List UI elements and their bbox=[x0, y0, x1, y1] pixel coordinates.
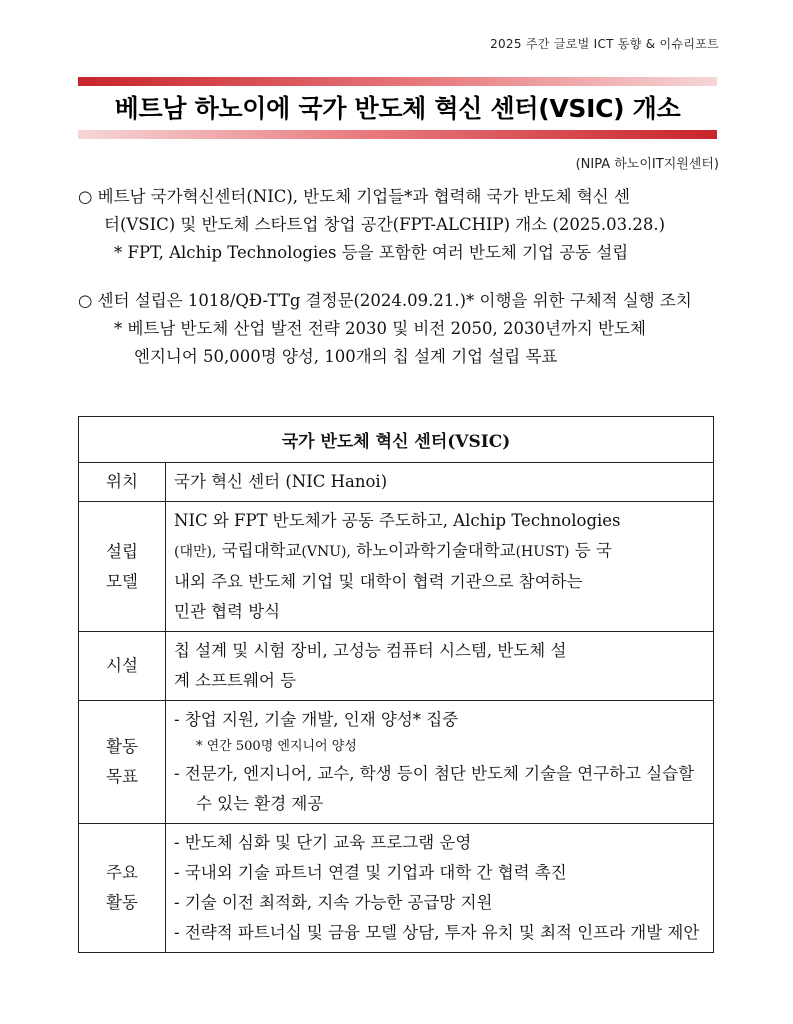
model-line3: 내외 주요 반도체 기업 및 대학이 협력 기관으로 참여하는 bbox=[174, 572, 583, 591]
table-header: 국가 반도체 혁신 센터(VSIC) bbox=[79, 417, 714, 463]
bullet-1-text bbox=[78, 183, 718, 211]
goals-item-1: - 창업 지원, 기술 개발, 인재 양성* 집중 bbox=[174, 710, 459, 729]
row-label-location: 위치 bbox=[79, 463, 166, 502]
activity-item-1: - 반도체 심화 및 단기 교육 프로그램 운영 bbox=[174, 833, 472, 852]
table-row-facility bbox=[79, 632, 714, 701]
row-label-activities-2: 활동 bbox=[106, 893, 138, 912]
model-line4: 민관 협력 방식 bbox=[174, 602, 281, 621]
vsic-info-table bbox=[78, 416, 714, 953]
table-row-activities bbox=[79, 824, 714, 953]
row-label-activities-1: 주요 bbox=[106, 863, 138, 882]
report-series-tag: 2025 주간 글로벌 ICT 동향 & 이슈리포트 bbox=[490, 37, 719, 51]
facility-line1: 칩 설계 및 시험 장비, 고성능 컴퓨터 시스템, 반도체 설 bbox=[174, 641, 567, 660]
summary-bullets bbox=[78, 183, 718, 371]
row-value-goals bbox=[166, 701, 714, 824]
activity-item-4: - 전략적 파트너십 및 금융 모델 상담, 투자 유치 및 최적 인프라 개발 제안 bbox=[174, 923, 700, 942]
bullet-2-note1: * 베트남 반도체 산업 발전 전략 2030 및 비전 2050, 2030년까지 반도체 bbox=[114, 319, 646, 338]
goals-item-1-note: * 연간 500명 엔지니어 양성 bbox=[196, 739, 357, 754]
title-bottom-rule bbox=[78, 130, 717, 139]
model-vnu-abbr: (VNU), bbox=[301, 544, 351, 560]
table-row-goals bbox=[79, 701, 714, 824]
bullet-1-line2: 터(VSIC) 및 반도체 스타트업 창업 공간(FPT-ALCHIP) 개소 (2025.03.28.) bbox=[104, 215, 666, 234]
page-title: 베트남 하노이에 국가 반도체 혁신 센터(VSIC) 개소 bbox=[114, 94, 681, 123]
activity-item-3: - 기술 이전 최적화, 지속 가능한 공급망 지원 bbox=[174, 893, 493, 912]
model-line2-end: 등 국 bbox=[574, 541, 612, 560]
row-label-model-2: 모델 bbox=[106, 571, 138, 591]
row-value-model bbox=[166, 502, 714, 632]
bullet-1 bbox=[78, 183, 718, 267]
row-label-goals-2: 목표 bbox=[106, 767, 138, 786]
row-label-activities bbox=[79, 824, 166, 953]
activity-item-2: - 국내외 기술 파트너 연결 및 기업과 대학 간 협력 촉진 bbox=[174, 863, 567, 882]
model-vnu-name: 국립대학교 bbox=[221, 541, 302, 560]
title-top-rule bbox=[78, 77, 717, 86]
bullet-1-note: * FPT, Alchip Technologies 등을 포함한 여러 반도체 기업 공동 설립 bbox=[114, 243, 629, 262]
table-row-model bbox=[79, 502, 714, 632]
bullet-2-text bbox=[78, 287, 718, 315]
row-label-model bbox=[79, 502, 166, 632]
facility-line2: 계 소프트웨어 등 bbox=[174, 671, 297, 690]
row-value-facility bbox=[166, 632, 714, 701]
row-value-activities bbox=[166, 824, 714, 953]
source-credit: (NIPA 하노이IT지원센터) bbox=[575, 157, 719, 172]
row-label-goals bbox=[79, 701, 166, 824]
model-hust-abbr: (HUST) bbox=[515, 544, 570, 560]
row-label-facility: 시설 bbox=[79, 632, 166, 701]
table-row-location bbox=[79, 463, 714, 502]
bullet-2-line1: 센터 설립은 1018/QĐ-TTg 결정문(2024.09.21.)* 이행을 위한 구체적 실행 조치 bbox=[97, 291, 692, 310]
row-value-location: 국가 혁신 센터 (NIC Hanoi) bbox=[166, 463, 714, 502]
model-taiwan: (대만), bbox=[174, 544, 217, 560]
goals-item-2: - 전문가, 엔지니어, 교수, 학생 등이 첨단 반도체 기술을 연구하고 실습할 수 있는 환경 제공 bbox=[174, 764, 695, 813]
bullet-2 bbox=[78, 287, 718, 371]
model-line2 bbox=[174, 536, 705, 567]
model-line1: NIC 와 FPT 반도체가 공동 주도하고, Alchip Technologies bbox=[174, 511, 621, 530]
row-label-model-1: 설립 bbox=[106, 541, 138, 561]
model-hust-name: 하노이과학기술대학교 bbox=[356, 541, 516, 560]
bullet-marker: ○ bbox=[78, 187, 93, 206]
bullet-marker: ○ bbox=[78, 291, 93, 310]
bullet-1-line1: 베트남 국가혁신센터(NIC), 반도체 기업들*과 협력해 국가 반도체 혁신 센 bbox=[97, 187, 630, 206]
bullet-2-note2: 엔지니어 50,000명 양성, 100개의 칩 설계 기업 설립 목표 bbox=[134, 347, 558, 366]
row-label-goals-1: 활동 bbox=[106, 737, 138, 756]
